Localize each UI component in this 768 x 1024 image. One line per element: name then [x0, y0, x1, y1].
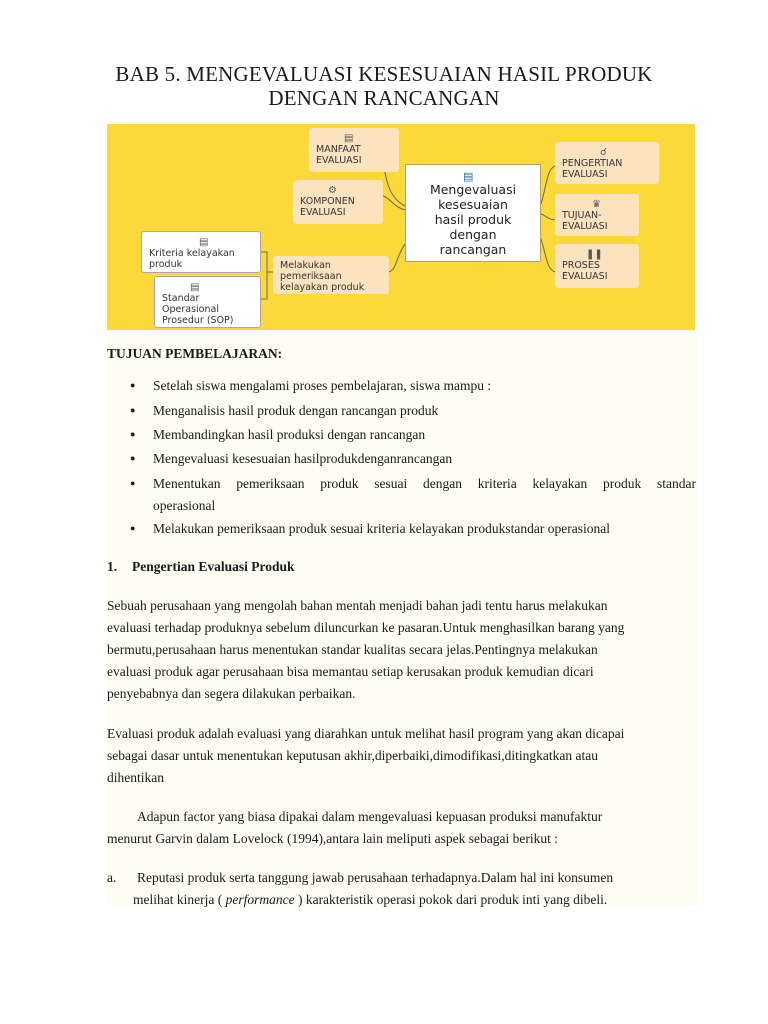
paragraph-1-line-2: evaluasi terhadap produknya sebelum diluncurkan ke pasaran.Untuk menghasilkan barang yang [107, 620, 625, 635]
title-line-2: DENGAN RANCANGAN [268, 86, 500, 110]
item-a-marker: a. [107, 870, 117, 885]
checklist-icon: ▤ [344, 133, 354, 144]
tujuan-heading: TUJUAN PEMBELAJARAN: [107, 346, 283, 361]
paragraph-2-line-2: sebagai dasar untuk menentukan keputusan akhir,diperbaiki,dimodifikasi,ditingkatkan atau [107, 748, 598, 763]
tujuan-item-2: Menganalisis hasil produk dengan rancangan produk [153, 403, 439, 418]
node-manfaat-evaluasi: ▤ MANFAAT EVALUASI [309, 128, 399, 172]
section-number: 1. [107, 559, 118, 574]
paragraph-2-line-3: dihentikan [107, 770, 164, 785]
document-icon: ▤ [190, 282, 200, 293]
paragraph-2-line-1: Evaluasi produk adalah evaluasi yang diarahkan untuk melihat hasil program yang akan dicapai [107, 726, 625, 741]
tujuan-item-3: Membandingkan hasil produksi dengan rancangan [153, 427, 426, 442]
item-a-line-1: Reputasi produk serta tanggung jawab perusahaan terhadapnya.Dalam hal ini konsumen [137, 870, 614, 885]
node-kriteria-kelayakan: ▤ Kriteria kelayakan produk [141, 231, 261, 273]
node-komponen-evaluasi: ⚙ KOMPONEN EVALUASI [293, 180, 383, 224]
paragraph-3-line-2: menurut Garvin dalam Lovelock (1994),antara lain meliputi aspek sebagai berikut : [107, 831, 558, 846]
node-standar-sop: ▤ Standar Operasional Prosedur (SOP) [154, 276, 261, 328]
mind-map-diagram [107, 124, 695, 330]
document-icon: ▤ [463, 170, 474, 183]
tujuan-item-5-cont: operasional [153, 498, 216, 513]
document-icon: ▤ [199, 237, 209, 248]
title-line-1: BAB 5. MENGEVALUASI KESESUAIAN HASIL PRODUK [115, 62, 653, 86]
tujuan-item-5: Menentukan pemeriksaan produk sesuai dengan kriteria kelayakan produk standar [153, 476, 696, 491]
tujuan-item-1: Setelah siswa mengalami proses pembelajaran, siswa mampu : [153, 378, 492, 393]
pause-icon: ❚❚ [586, 249, 603, 260]
central-topic-node: ▤ Mengevaluasi kesesuaian hasil produk dengan rancangan [405, 164, 541, 262]
section-heading: Pengertian Evaluasi Produk [132, 559, 295, 574]
paragraph-3-line-1: Adapun factor yang biasa dipakai dalam mengevaluasi kepuasan produksi manufaktur [137, 809, 603, 824]
bullet-icon: ● [130, 405, 136, 415]
node-pengertian-evaluasi: ☌ PENGERTIAN EVALUASI [555, 142, 659, 184]
node-proses-evaluasi: ❚❚ PROSES EVALUASI [555, 244, 639, 288]
page-title [0, 62, 768, 110]
node-tujuan-evaluasi: ♛ TUJUAN- EVALUASI [555, 194, 639, 236]
item-a-line-2: melihat kinerja ( performance ) karakteristik operasi pokok dari produk inti yang dibeli. [133, 892, 608, 907]
node-melakukan-pemeriksaan: Melakukan pemeriksaan kelayakan produk [273, 256, 389, 294]
bullet-icon: ● [130, 478, 136, 488]
paragraph-1-line-3: bermutu,perusahaan harus menentukan standar kualitas secara jelas.Pentingnya melakukan [107, 642, 598, 657]
bullet-icon: ● [130, 380, 136, 390]
search-icon: ☌ [600, 147, 607, 158]
gear-icon: ⚙ [328, 185, 337, 196]
bullet-icon: ● [130, 429, 136, 439]
tujuan-item-4: Mengevaluasi kesesuaian hasilprodukdenganrancangan [153, 451, 453, 466]
bullet-icon: ● [130, 523, 136, 533]
tujuan-item-6: Melakukan pemeriksaan produk sesuai kriteria kelayakan produkstandar operasional [153, 521, 610, 536]
paragraph-1-line-5: penyebabnya dan segera dilakukan perbaikan. [107, 686, 356, 701]
crown-icon: ♛ [592, 199, 601, 210]
paragraph-1-line-4: evaluasi produk agar perusahaan bisa memantau setiap kerusakan produk kemudian dicari [107, 664, 594, 679]
paragraph-1-line-1: Sebuah perusahaan yang mengolah bahan mentah menjadi bahan jadi tentu harus melakukan [107, 598, 608, 613]
bullet-icon: ● [130, 453, 136, 463]
